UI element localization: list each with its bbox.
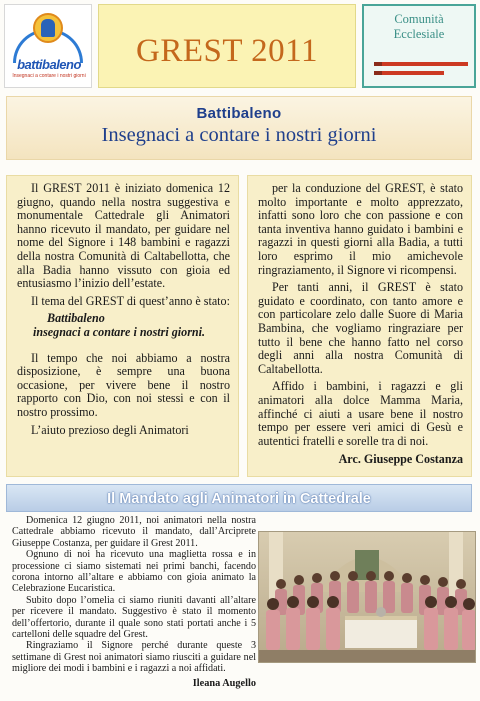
decorative-stripes: [374, 62, 468, 80]
section-banner: [6, 484, 472, 512]
decorative-stripe: [374, 71, 444, 75]
article-column-left: [6, 175, 239, 477]
section-label-line1: Comunità: [394, 12, 444, 26]
section-label-box: [362, 4, 476, 88]
paragraph: Affido i bambini, i ragazzi e gli animatori alla dolce Mamma Maria, affinché ci aiuti a usare bene il nostro tempo per essere veri amici di Gesù e autentici fratelli e sorelle tra di noi.: [258, 379, 463, 448]
group-photo-illustration: [259, 532, 476, 663]
decorative-stripe: [374, 62, 468, 66]
logo-tagline: Insegnaci a contare i nostri giorni: [12, 73, 86, 79]
paragraph: Il tema del GREST di quest’anno è stato:: [31, 293, 230, 308]
group-photo: [258, 531, 476, 663]
section-label-line2: Ecclesiale: [393, 27, 445, 41]
theme-banner: [6, 96, 472, 160]
section-heading: Il Mandato agli Animatori in Cattedrale: [107, 491, 371, 507]
paragraph: Per tanti anni, il GREST è stato guidato e coordinato, con tanto amore e con particolare zelo dalle Suore di Maria Bambina, che vogliamo ringraziare per tutto il bene che hanno fatto nel corso degli anni alla nostra Comunità di Caltabellotta.: [258, 280, 463, 376]
theme-line: insegnaci a contare i nostri giorni.: [33, 324, 206, 339]
battibaleno-logo: [4, 4, 92, 88]
paragraph: Subito dopo l’omelia ci siamo riuniti davanti all’altare per ricevere il mandato. Suggestivo è stato il momento dell’offertorio, durante il quale sono stati portati anche i 5 cartelloni delle squadre del Grest.: [12, 594, 256, 641]
paragraph: Ognuno di noi ha ricevuto una maglietta rossa e in processione ci siamo sistemati nei primi banchi, facendo corona intorno all’altare e abbiamo con gioia animato la Celebrazione Eucaristica.: [12, 549, 256, 595]
paragraph: L’aiuto prezioso degli Animatori: [31, 422, 189, 437]
child-figure-icon: [41, 19, 55, 37]
banner-kicker: Battibaleno: [196, 105, 282, 122]
theme-quote: [17, 312, 230, 339]
logo-wordmark: battibaleno: [17, 57, 81, 72]
paragraph: Domenica 12 giugno 2011, noi animatori nella nostra Cattedrale abbiamo ricevuto il mandato, dall’Arciprete Giuseppe Costanza, per guidare il Grest 2011.: [12, 515, 256, 549]
paragraph: Ringraziamo il Signore perché durante queste 3 settimane di Grest noi animatori siamo riusciti a guidare nel migliore dei modi i bambini e i ragazzi a noi affidati.: [12, 640, 256, 675]
paragraph: Il GREST 2011 è iniziato domenica 12 giugno, quando nella nostra suggestiva e monumentale Cattedrale gli Animatori hanno ricevuto il mandato, per guidare nel nome del Signore i 148 bambini e ragazzi della nostra Comunità di Caltabellotta, che alla Badia hanno vissuto con gioia ed entusiasmo l’inizio dell’estate.: [17, 181, 230, 291]
article-column-right: [247, 175, 472, 477]
page-title: GREST 2011: [136, 32, 318, 69]
title-box: [98, 4, 356, 88]
paragraph: per la conduzione del GREST, è stato molto importante e molto apprezzato, infatti sono loro che con passione e con tanta inventiva hanno guidato i bambini e ragazzi in questi giorni alla Badia, a tutti loro esprimo il mio amichevole ringraziamento, il Signore vi ricompensi.: [258, 181, 463, 277]
theme-line: Battibaleno: [47, 311, 105, 326]
signature: Ileana Augello: [192, 677, 256, 689]
banner-subtitle: Insegnaci a contare i nostri giorni: [101, 124, 377, 146]
mandato-article: [12, 515, 256, 695]
paragraph: Il tempo che noi abbiamo a nostra disposizione, è sempre una buona occasione, per vivere bene il nostro rapporto con Dio, con noi stessi e con il nostro prossimo.: [17, 350, 230, 419]
signature: Arc. Giuseppe Costanza: [338, 452, 463, 467]
section-label: [364, 12, 474, 42]
